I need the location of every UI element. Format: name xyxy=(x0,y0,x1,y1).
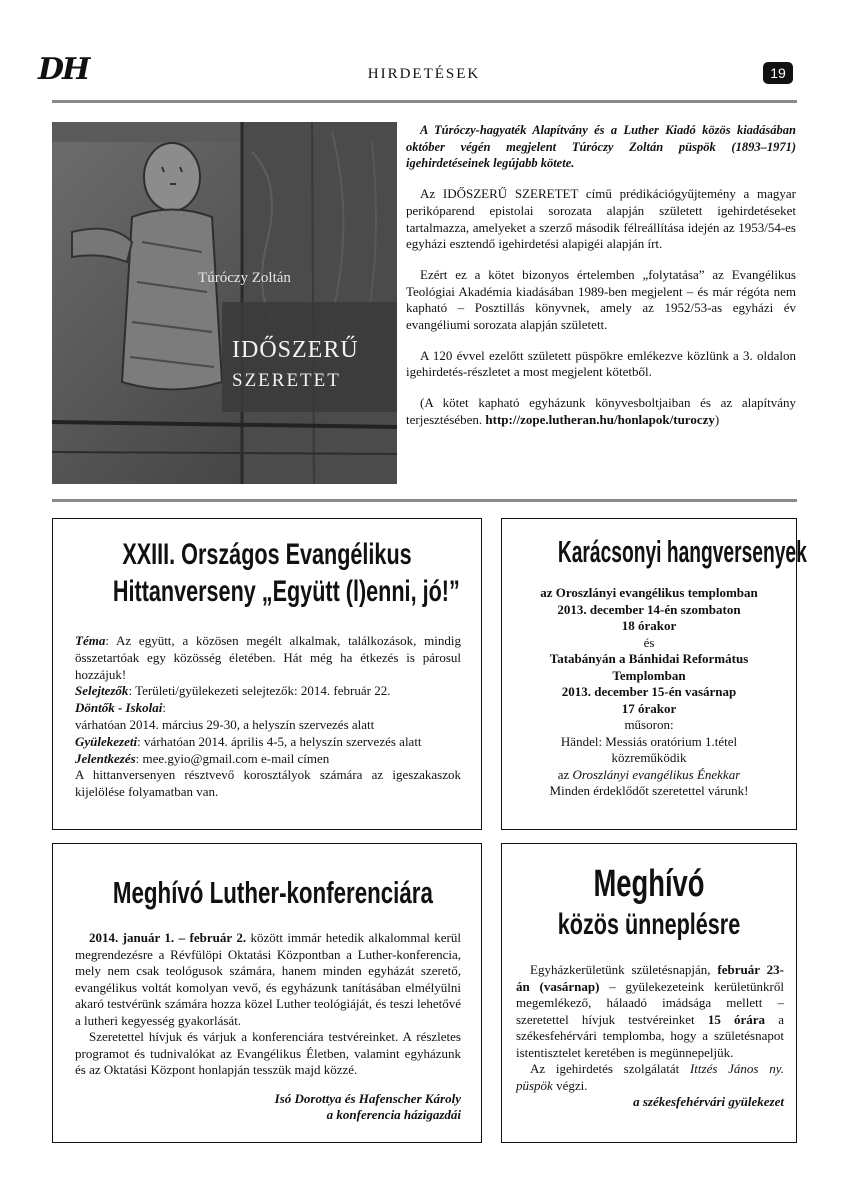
announcement-paragraph: Az IDŐSZERŰ SZERETET című prédikációgyűjtemény a magyar perikóparend epistolai sorozata alapján született igehirdetéseket tartalmazza, amelyeket a szerző második félreállítása idején az 1953/54-es egyházi esztendő igehirdetési alapigéi alapján írt. xyxy=(406,186,796,252)
signature: a konferencia házigazdái xyxy=(326,1107,461,1122)
wood-carving-illustration xyxy=(52,122,397,484)
field-label: Jelentkezés xyxy=(75,750,136,766)
meghivo-title-line2: közös ünneplésre xyxy=(557,908,741,941)
event-date: február 23-án (vasárnap) xyxy=(516,962,784,994)
announcement-paragraph: A 120 évvel ezelőtt született püspökre emlékezve közlünk a 3. oldalon igehirdetés-részletet a most megjelent kötetből. xyxy=(406,347,796,380)
book-website-link[interactable]: http://zope.lutheran.hu/honlapok/turoczy xyxy=(485,411,715,427)
magazine-logo: DH xyxy=(38,52,89,87)
cover-title-line2: SZERETET xyxy=(232,370,341,391)
event-time: 15 órára xyxy=(707,1011,766,1027)
field-label: Döntők - Iskolai xyxy=(75,700,163,716)
announcement-paragraph: Ezért ez a kötet bizonyos értelemben „folytatása” az Evangélikus Teológiai Akadémia kiadásában 1989-ben megjelent – és már régóta nem kapható – Posztillás könyvnek, amely az 1952/53-as egyházi év evangéliumi sorozata alapján született. xyxy=(406,266,796,333)
field-label: Gyülekezeti xyxy=(75,733,138,749)
signature: Isó Dorottya és Hafenscher Károly xyxy=(274,1090,461,1106)
field-label: Selejtezők xyxy=(75,683,129,699)
header-rule xyxy=(52,100,797,103)
announcement-availability: (A kötet kapható egyházunk könyvesboltjaiban és az alapítvány terjesztésében. http://zope.lutheran.hu/honlapok/turoczy) xyxy=(406,395,796,427)
meghivo-box xyxy=(501,843,797,1143)
luther-body: 2014. január 1. – február 2. között immár hetedik alkalommal kerül megrendezésre a Révfülöpi Oktatási Központban a Luther-konferencia, mely nem csak teológusok számára, hanem minden egyházát szerető, evangélikus voltát komolyan vevő, és egyházunk tanításában elmélyülni akaró testvérünk számára hozza közel Luther teológiáját, és teszi lehetővé a lutheri kegyesség gyakorlását. Szeretettel hívjuk és várjuk a konferenciára testvéreinket. A részletes programot és tudnivalókat az Evangélikus Életben, valamint egyházunk és az Oktatási Központ honlapján tesszük majd közzé. Isó Dorottya és Hafenscher Károly a konferencia házigazdái xyxy=(75,930,461,1122)
karacsonyi-box xyxy=(501,518,807,830)
book-announcement xyxy=(406,122,796,443)
cover-author: Túróczy Zoltán xyxy=(198,270,291,286)
announcement-lead: A Túróczy-hagyaték Alapítvány és a Luther Kiadó közös kiadásában október végén megjelent Túróczy Zoltán püspök (1893–1971) igehirdetéseinek legújabb kötete. xyxy=(406,123,796,171)
hittanverseny-title-line1: XXIII. Országos Evangélikus xyxy=(122,538,412,571)
field-label: Téma xyxy=(75,633,106,648)
hittanverseny-title-line2: Hittanverseny „Együtt (l)enni, jó!” xyxy=(112,575,460,608)
book-cover-image xyxy=(52,122,397,484)
page-number: 19 xyxy=(763,62,793,84)
hittanverseny-body: Téma: Az együtt, a közösen megélt alkalmak, találkozások, mindig összetartóak egy közösség életében. Hát még ha étkezés is párosul hozzájuk! Selejtezők: Területi/gyülekezeti selejtezők: 2014. február 22. Döntők - Iskolai: várhatóan 2014. március 29-30, a helyszín szervezés alatt Gyülekezeti: várhatóan 2014. április 4-5, a helyszín szervezés alatt Jelentkezés: mee.gyio@gmail.com e-mail címen A hittanversenyen résztvevő korosztályok számára az igeszakaszok kijelölése folyamatban van. xyxy=(75,633,461,800)
luther-title: Meghívó Luther-konferenciára xyxy=(112,875,433,910)
meghivo-title-line1: Meghívó xyxy=(593,863,705,905)
meghivo-body: Egyházkerületünk születésnapján, február 23-án (vasárnap) – gyülekezeteink kerületünkről megemlékező, hálaadó imádsága mellett – szeretettel hívjuk testvéreinket 15 órára a székesfehérvári templomba, hogy a születésnapot istentisztelet keretében is megünnepeljük. Az igehirdetés szolgálatát Ittzés János ny. püspök végzi. a székesfehérvári gyülekezet xyxy=(516,962,785,1109)
conference-dates: 2014. január 1. – február 2. xyxy=(89,930,247,945)
section-title: HIRDETÉSEK xyxy=(367,66,481,82)
contact-email: : mee.gyio@gmail.com e-mail címen xyxy=(135,750,330,766)
karacsonyi-title: Karácsonyi hangversenyek xyxy=(557,534,807,569)
karacsonyi-body: az Oroszlányi evangélikus templomban 2013. december 14-én szombaton 18 órakor és Tatabányán a Bánhidai Református Templomban 2013. december 15-én vasárnap 17 órakor műsoron: Händel: Messiás oratórium 1.tétel közreműködik az Oroszlányi evangélikus Énekkar Minden érdeklődőt szeretettel várunk! xyxy=(540,585,758,798)
luther-konferencia-box xyxy=(52,843,482,1143)
hittanverseny-box xyxy=(52,518,482,830)
signature: a székesfehérvári gyülekezet xyxy=(633,1094,784,1109)
cover-title-line1: IDŐSZERŰ xyxy=(232,337,359,363)
section-rule xyxy=(52,499,797,502)
